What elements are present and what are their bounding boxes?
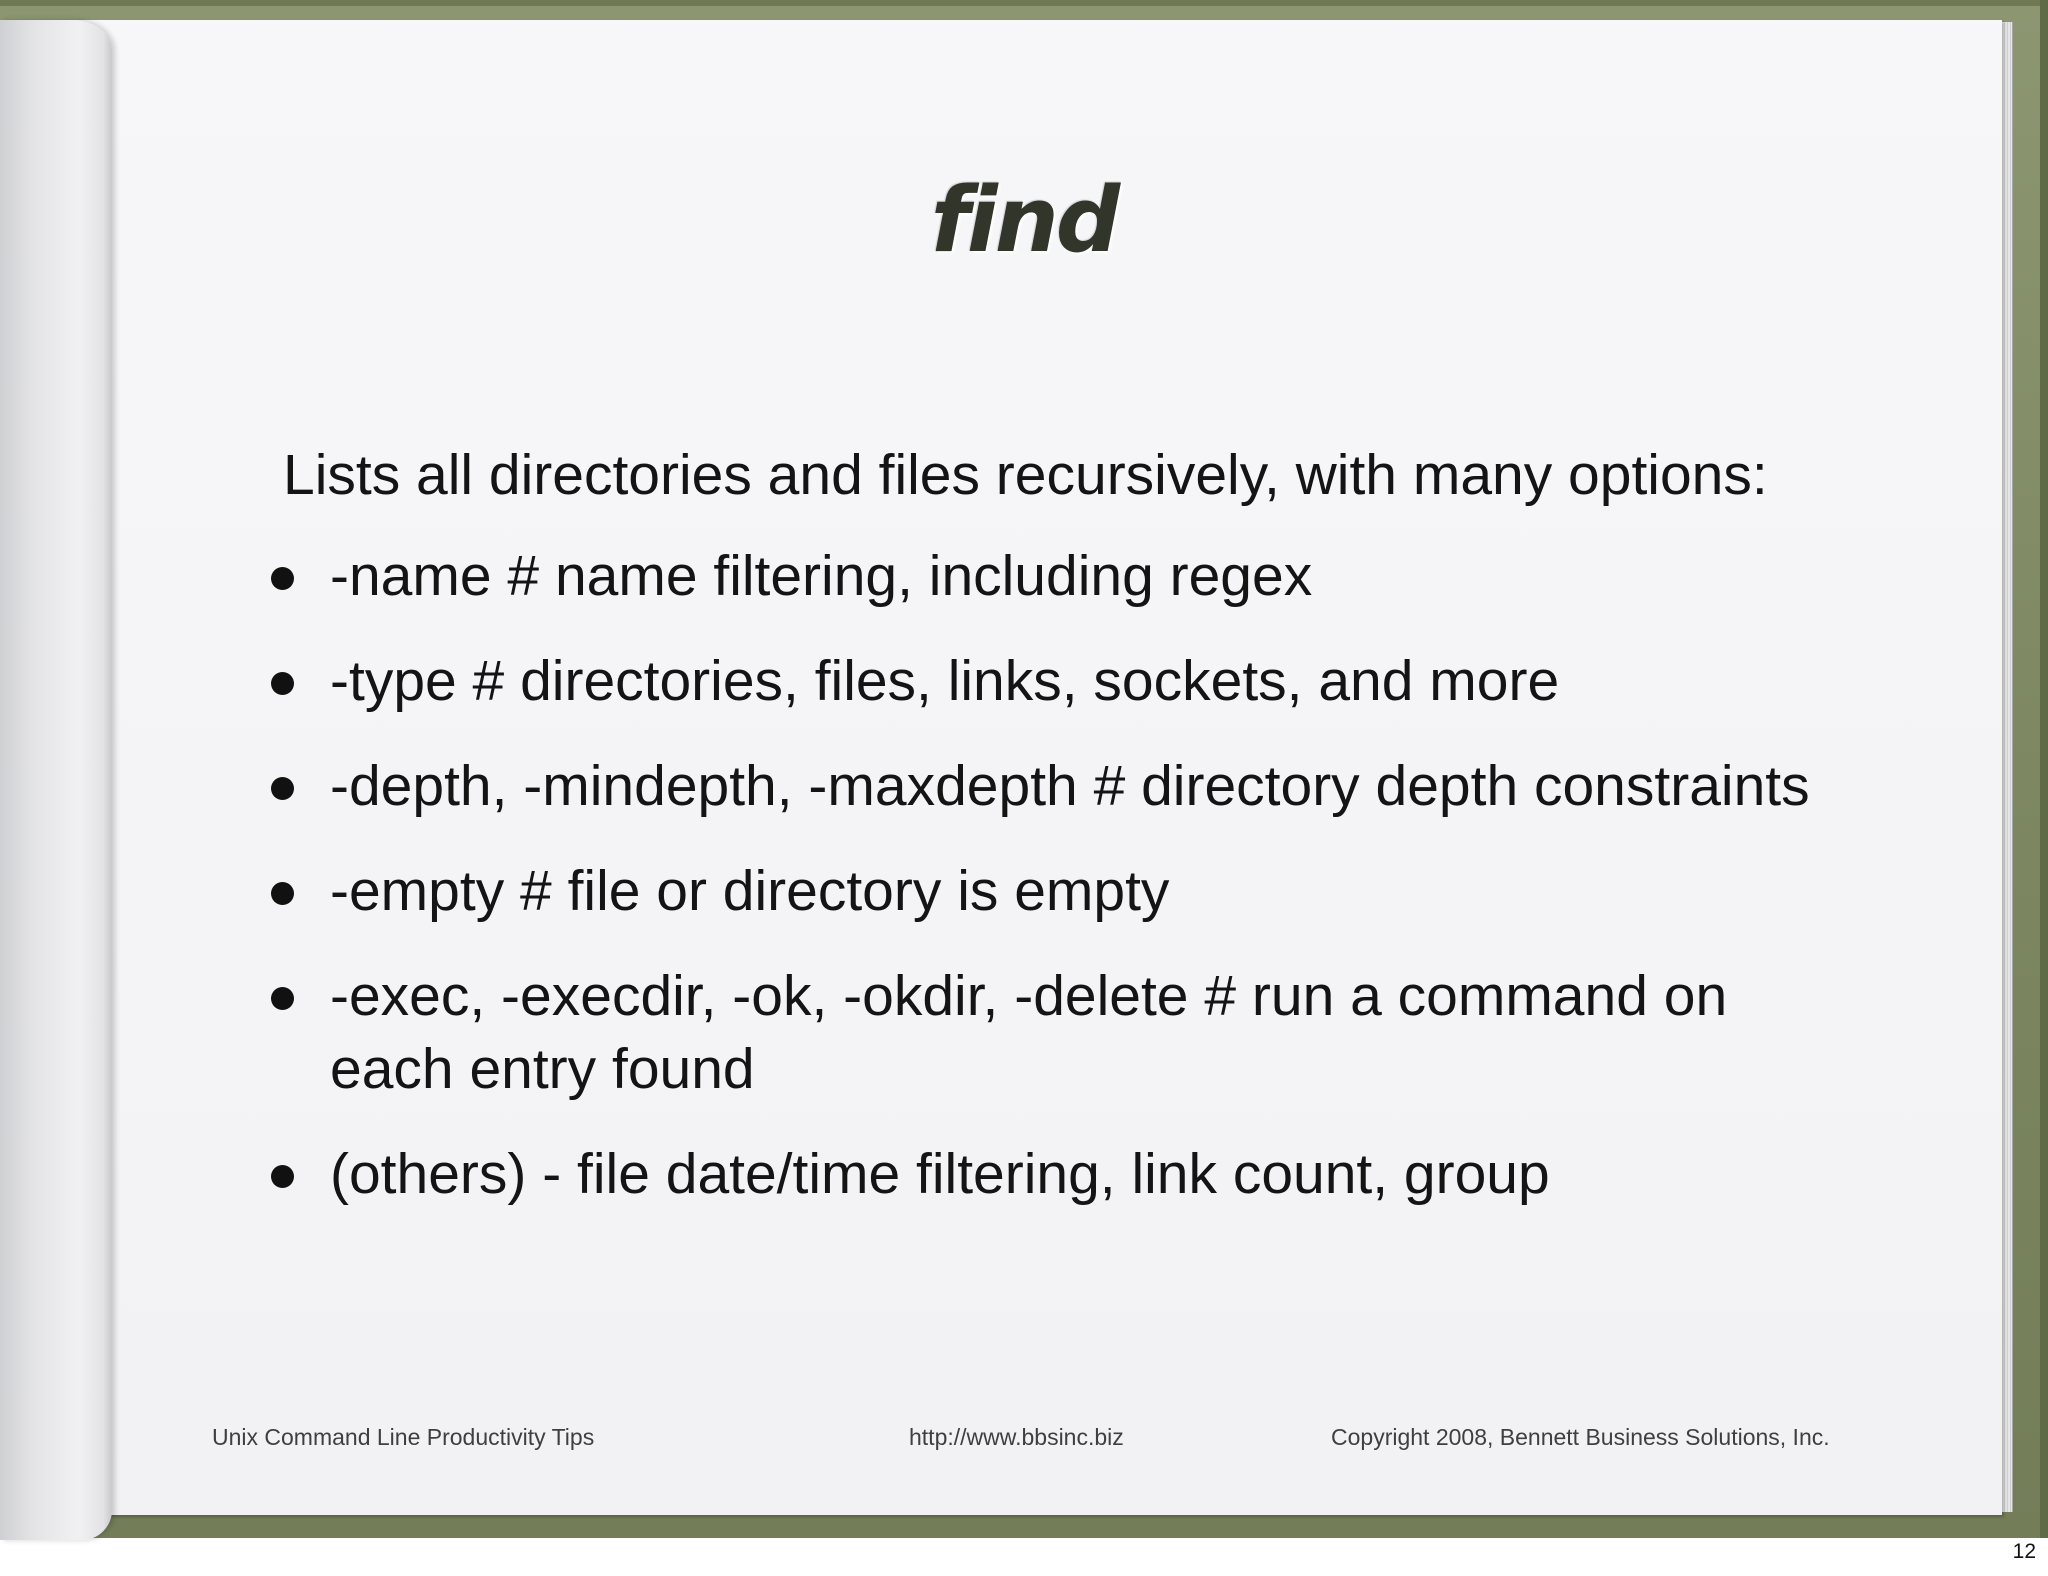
bullet-item [268, 750, 1828, 823]
bullet-list [268, 540, 1828, 1243]
footer-copyright: Copyright 2008, Bennett Business Solutions, Inc. [1331, 1424, 1830, 1450]
bullet-text: (others) - file date/time filtering, link count, group [330, 1142, 1550, 1206]
bullet-text: -type # directories, files, links, sockets, and more [330, 649, 1560, 713]
bullet-item [268, 960, 1828, 1106]
page-number: 12 [2012, 1540, 2036, 1563]
bullet-item [268, 540, 1828, 613]
bullet-dot-icon [271, 1165, 294, 1188]
bullet-text: -depth, -mindepth, -maxdepth # directory depth constraints [330, 754, 1810, 818]
slide-intro: Lists all directories and files recursively, with many options: [283, 443, 1768, 507]
bullet-dot-icon [271, 777, 294, 800]
bullet-text: -empty # file or directory is empty [330, 859, 1170, 923]
bullet-item [268, 645, 1828, 718]
bullet-dot-icon [271, 567, 294, 590]
bullet-dot-icon [271, 882, 294, 905]
bullet-dot-icon [271, 672, 294, 695]
bullet-text: -exec, -execdir, -ok, -okdir, -delete # run a command on each entry found [330, 964, 1728, 1101]
bullet-item [268, 1138, 1828, 1211]
footer-url: http://www.bbsinc.biz [909, 1424, 1124, 1450]
cover-top-edge [0, 0, 2048, 6]
footer-course-title: Unix Command Line Productivity Tips [212, 1424, 595, 1450]
bullet-item [268, 855, 1828, 928]
bullet-dot-icon [271, 987, 294, 1010]
slide-title: find [930, 168, 1118, 273]
bullet-text: -name # name filtering, including regex [330, 544, 1313, 608]
